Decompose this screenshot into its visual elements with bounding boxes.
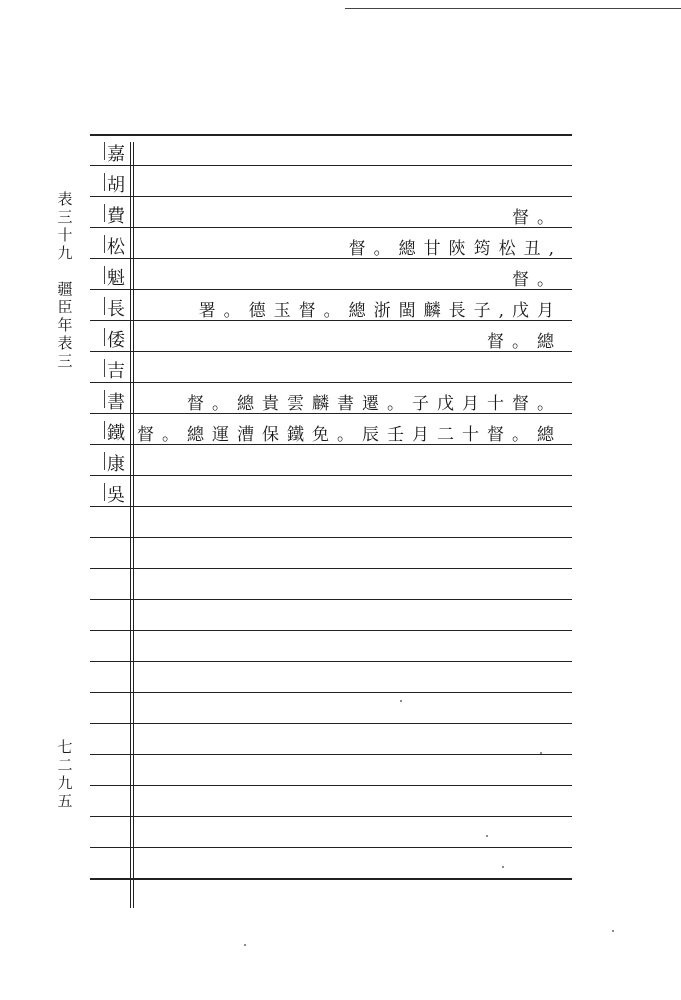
top-rule — [345, 8, 681, 9]
page-number — [50, 738, 80, 810]
row-rule — [90, 165, 572, 166]
margin-title-char: 三 — [57, 352, 73, 370]
official-name: 倭 — [102, 326, 130, 352]
margin-title-char: 表 — [57, 190, 73, 208]
official-name: 吳 — [102, 481, 130, 507]
official-name: 松 — [102, 233, 130, 259]
appointment-record: 督。總 — [487, 332, 562, 352]
official-name: 胡 — [102, 171, 130, 197]
print-speck — [502, 866, 504, 868]
print-speck — [612, 930, 614, 932]
official-name: 費 — [102, 202, 130, 228]
register-table — [90, 134, 572, 912]
row-rule — [90, 847, 572, 848]
page-number-char: 九 — [57, 774, 73, 792]
official-name: 鐵 — [102, 419, 130, 445]
margin-title-char: 臣 — [57, 298, 73, 316]
row-rule — [90, 382, 572, 383]
print-speck — [400, 700, 402, 702]
row-rule — [90, 537, 572, 538]
page-number-char: 五 — [57, 792, 73, 810]
row-rule — [90, 227, 572, 228]
row-rule — [90, 475, 572, 476]
margin-title-char: 三 — [57, 208, 73, 226]
row-rule — [90, 599, 572, 600]
appointment-record: 督。 — [512, 270, 562, 290]
appointment-record: 督。總貴雲麟書遷。子戊月十督。 — [187, 394, 562, 414]
appointment-record: 督。總運漕保鐵免。辰壬月二十督。總 — [137, 425, 562, 445]
print-speck — [486, 835, 488, 837]
margin-title-char: 疆 — [57, 280, 73, 298]
official-name: 長 — [102, 295, 130, 321]
row-rule — [90, 289, 572, 290]
row-rule — [90, 506, 572, 507]
row-rule — [90, 196, 572, 197]
row-rule — [90, 134, 572, 136]
official-name: 吉 — [102, 357, 130, 383]
margin-title-char — [50, 262, 80, 280]
margin-title — [50, 190, 80, 370]
margin-title-char: 年 — [57, 316, 73, 334]
margin-title-char: 九 — [57, 244, 73, 262]
column-divider-inner — [133, 142, 134, 908]
margin-title-char: 表 — [57, 334, 73, 352]
row-rule — [90, 661, 572, 662]
official-name: 魁 — [102, 264, 130, 290]
row-rule — [90, 785, 572, 786]
column-divider — [130, 142, 131, 908]
print-speck — [540, 752, 542, 754]
appointment-record: 督。總甘陝筠松丑, — [348, 239, 562, 259]
appointment-record: 署。德玉督。總浙閩麟長子,戊月 — [198, 301, 562, 321]
print-speck — [244, 944, 246, 946]
row-rule — [90, 754, 572, 755]
official-name: 書 — [102, 388, 130, 414]
page-number-char: 二 — [57, 756, 73, 774]
row-rule — [90, 568, 572, 569]
appointment-record: 督。 — [512, 208, 562, 228]
margin-title-char: 十 — [57, 226, 73, 244]
row-rule — [90, 816, 572, 817]
official-name: 嘉 — [102, 140, 130, 166]
row-rule — [90, 723, 572, 724]
row-rule — [90, 692, 572, 693]
row-rule — [90, 630, 572, 631]
page-number-char: 七 — [57, 738, 73, 756]
row-rule — [90, 878, 572, 880]
official-name: 康 — [102, 450, 130, 476]
